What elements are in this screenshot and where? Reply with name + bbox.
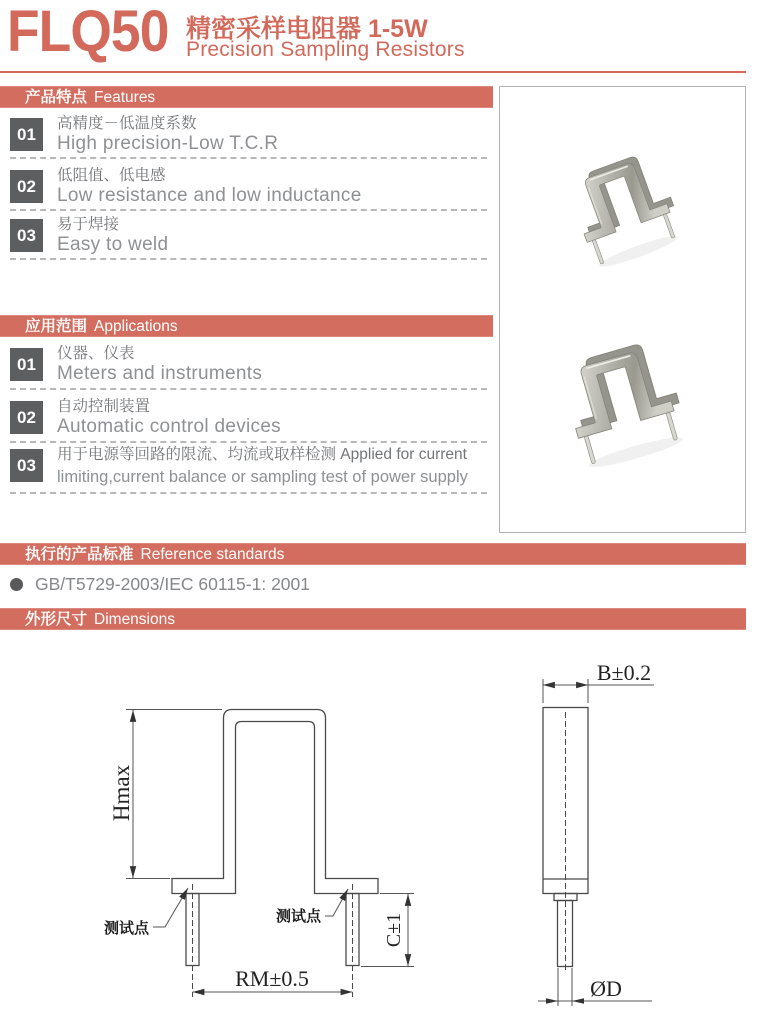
banner-label-en: Reference standards xyxy=(140,546,285,563)
feature-item xyxy=(10,115,488,154)
resistor-photo-bottom xyxy=(546,327,688,475)
bullet-icon xyxy=(10,578,23,591)
dim-label-c: C±1 xyxy=(383,912,405,948)
item-text-en: Easy to weld xyxy=(57,234,169,255)
item-text-cn: 仪器、仪表 xyxy=(57,345,135,362)
banner-label-cn: 应用范围 xyxy=(25,318,88,335)
dimension-drawing xyxy=(0,650,760,1013)
application-item xyxy=(10,345,488,384)
dim-label-b: B±0.2 xyxy=(596,660,652,685)
application-item xyxy=(10,398,488,437)
item-number-badge: 02 xyxy=(10,401,43,434)
dim-label-rm: RM±0.5 xyxy=(235,966,309,991)
item-text-cn: 高精度－低温度系数 xyxy=(57,115,197,132)
item-text-line2: limiting,current balance or sampling test of power supply xyxy=(57,468,468,486)
product-model: FLQ50 xyxy=(7,0,169,64)
side-view-drawing xyxy=(543,708,588,967)
section-banner-features xyxy=(0,86,493,108)
application-item xyxy=(10,446,488,489)
item-text-cn: 自动控制装置 xyxy=(57,398,151,415)
dashed-divider xyxy=(10,492,487,494)
item-text-en: Automatic control devices xyxy=(57,416,281,437)
standard-row xyxy=(10,574,310,595)
item-number-badge: 03 xyxy=(10,449,43,482)
banner-label-en: Applications xyxy=(94,318,178,335)
dim-label-hmax: Hmax xyxy=(109,764,134,822)
item-number-badge: 02 xyxy=(10,170,43,203)
resistor-body xyxy=(565,149,682,271)
item-text-en: Meters and instruments xyxy=(57,363,263,384)
header-rule xyxy=(0,71,746,73)
dashed-divider xyxy=(10,209,487,211)
item-text-en: High precision-Low T.C.R xyxy=(57,133,279,154)
banner-label-en: Features xyxy=(94,89,156,106)
item-text-en: Low resistance and low inductance xyxy=(57,185,362,206)
item-text-cn: 低阻值、低电感 xyxy=(57,167,166,184)
banner-label-en: Dimensions xyxy=(94,611,175,628)
dashed-divider xyxy=(10,157,487,159)
test-point-label-left: 测试点 xyxy=(104,920,150,937)
front-view-drawing xyxy=(172,710,378,966)
section-banner-dimensions xyxy=(0,608,746,630)
resistor-body xyxy=(558,338,688,473)
banner-label-cn: 产品特点 xyxy=(25,89,88,106)
dashed-divider xyxy=(10,388,487,390)
front-view-dimension-lines xyxy=(126,710,414,993)
test-point-label-right: 测试点 xyxy=(276,908,322,925)
section-banner-applications xyxy=(0,315,493,337)
dashed-divider xyxy=(10,258,487,260)
section-banner-standards xyxy=(0,543,746,565)
feature-item xyxy=(10,167,488,206)
banner-label-cn: 外形尺寸 xyxy=(25,611,88,628)
item-text-line1: 用于电源等回路的限流、均流或取样检测 Applied for current xyxy=(57,446,467,463)
item-number-badge: 01 xyxy=(10,348,43,381)
product-title-cn: 精密采样电阻器 1-5W xyxy=(186,15,428,43)
feature-item xyxy=(10,216,488,255)
dashed-divider xyxy=(10,441,487,443)
product-title-en: Precision Sampling Resistors xyxy=(186,38,465,61)
resistor-photo-top xyxy=(556,143,682,271)
product-photo-box xyxy=(499,86,746,533)
standard-text: GB/T5729-2003/IEC 60115-1: 2001 xyxy=(35,574,311,594)
item-text-cn: 易于焊接 xyxy=(57,216,120,233)
item-number-badge: 01 xyxy=(10,118,43,151)
side-view-dimension-lines xyxy=(538,679,654,1006)
item-number-badge: 03 xyxy=(10,219,43,252)
banner-label-cn: 执行的产品标准 xyxy=(25,546,134,563)
dim-label-d: ØD xyxy=(590,976,622,1001)
